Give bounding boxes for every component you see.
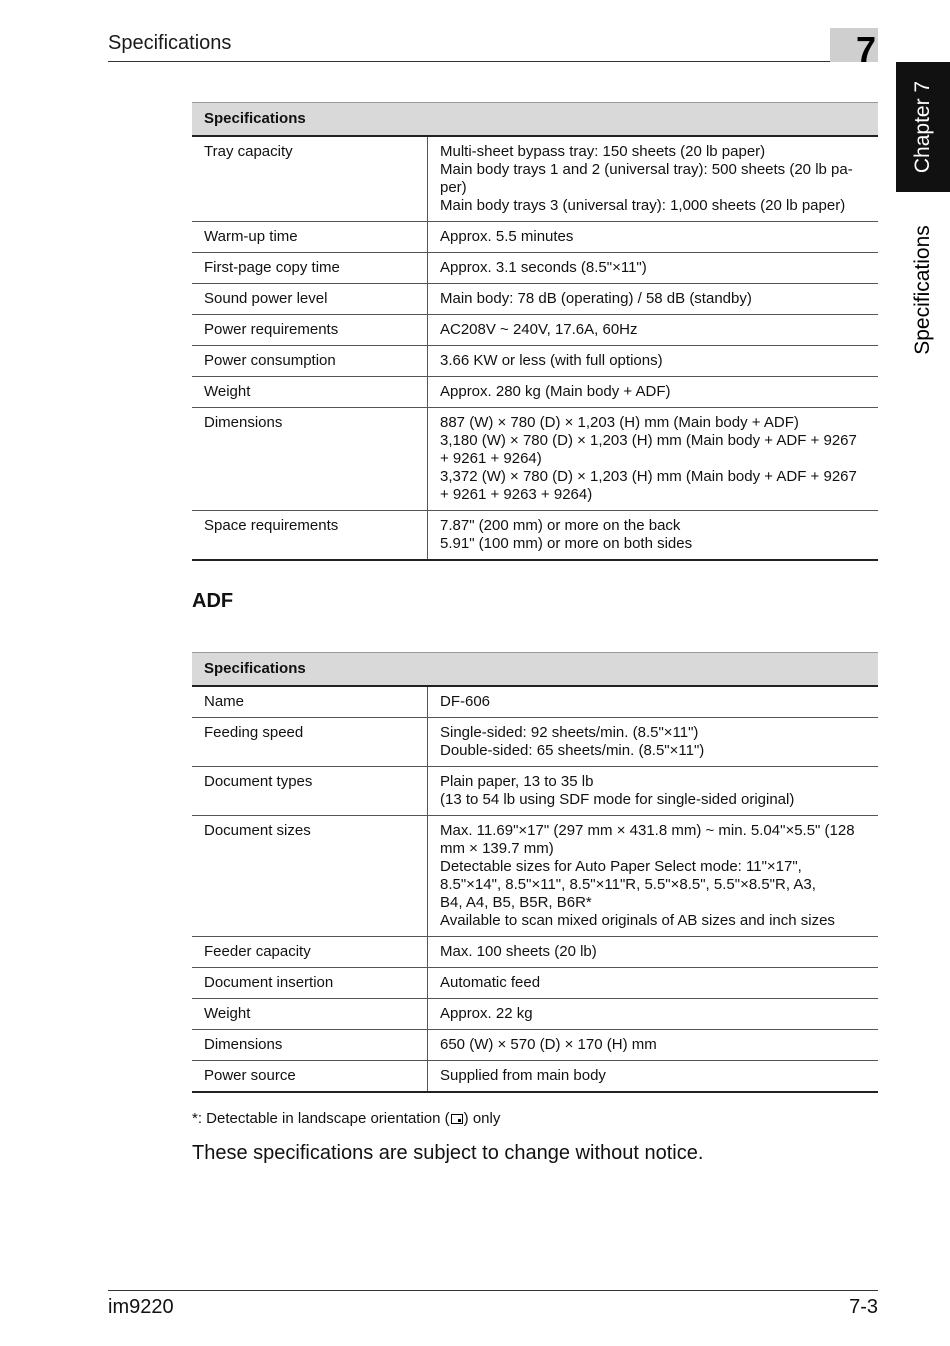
spec-label: Feeder capacity [192,937,428,968]
footnote-prefix: *: Detectable in landscape orientation ( [192,1110,450,1127]
footnote [192,1110,500,1127]
spec-label: Sound power level [192,284,428,315]
spec-value [428,315,879,346]
spec-value-line: Approx. 5.5 minutes [440,228,574,245]
table-row [192,346,878,377]
table-row [192,284,878,315]
spec-value [428,284,879,315]
spec-value-line: AC208V ~ 240V, 17.6A, 60Hz [440,321,638,338]
spec-label: First-page copy time [192,253,428,284]
table-header: Specifications [192,103,878,137]
spec-label: Warm-up time [192,222,428,253]
side-tab-chapter-label: Chapter 7 [911,80,934,174]
table-row [192,315,878,346]
spec-value [428,222,879,253]
spec-value [428,937,879,968]
table-row [192,511,878,561]
spec-value [428,686,879,718]
table-header-row [192,653,878,687]
spec-label: Document sizes [192,816,428,937]
spec-label: Dimensions [192,1030,428,1061]
spec-value-line: Approx. 3.1 seconds (8.5"×11") [440,259,647,276]
main-spec-table [192,102,878,561]
spec-value [428,253,879,284]
spec-value-line: 7.87" (200 mm) or more on the back [440,517,681,534]
spec-value-line: Available to scan mixed originals of AB sizes and inch sizes [440,912,835,929]
table-row [192,408,878,511]
table-row [192,767,878,816]
spec-value-line: 887 (W) × 780 (D) × 1,203 (H) mm (Main body + ADF) [440,414,799,431]
spec-value [428,767,879,816]
spec-value-line: Max. 11.69"×17" (297 mm × 431.8 mm) ~ min. 5.04"×5.5" (128 [440,822,855,839]
spec-value-line: + 9261 + 9264) [440,450,542,467]
spec-value-line: Double-sided: 65 sheets/min. (8.5"×11") [440,742,705,759]
spec-value-line: mm × 139.7 mm) [440,840,554,857]
change-notice: These specifications are subject to change without notice. [192,1142,704,1164]
table-row [192,253,878,284]
spec-value-line: Plain paper, 13 to 35 lb [440,773,594,790]
spec-value-line: 650 (W) × 570 (D) × 170 (H) mm [440,1036,657,1053]
adf-spec-table [192,652,878,1093]
spec-value-line: Main body trays 1 and 2 (universal tray): 500 sheets (20 lb pa- [440,161,853,178]
chapter-number: 7 [855,29,876,70]
side-tab-section-label: Specifications [911,225,934,355]
spec-value-line: 3.66 KW or less (with full options) [440,352,663,369]
spec-value [428,816,879,937]
footnote-suffix: ) only [463,1110,501,1127]
spec-value-line: 5.91" (100 mm) or more on both sides [440,535,693,552]
spec-value-line: Max. 100 sheets (20 lb) [440,943,597,960]
table-row [192,377,878,408]
table-row [192,1061,878,1093]
spec-value-line: B4, A4, B5, B5R, B6R* [440,894,592,911]
spec-value-line: + 9261 + 9263 + 9264) [440,486,593,503]
table-row [192,222,878,253]
table-row [192,816,878,937]
spec-label: Document insertion [192,968,428,999]
spec-label: Name [192,686,428,718]
spec-label: Dimensions [192,408,428,511]
side-tab-chapter [896,62,950,192]
table-row [192,968,878,999]
spec-label: Weight [192,999,428,1030]
adf-heading: ADF [192,590,234,612]
spec-value-line: Automatic feed [440,974,541,991]
table-header: Specifications [192,653,878,687]
table-row [192,999,878,1030]
spec-value-line: Main body: 78 dB (operating) / 58 dB (standby) [440,290,752,307]
spec-value [428,511,879,561]
spec-value-line: Main body trays 3 (universal tray): 1,000 sheets (20 lb paper) [440,197,846,214]
spec-value-line: Detectable sizes for Auto Paper Select mode: 11"×17", [440,858,802,875]
spec-value-line: DF-606 [440,693,491,710]
spec-value [428,718,879,767]
spec-value [428,408,879,511]
table-row [192,136,878,222]
spec-value-line: Approx. 22 kg [440,1005,533,1022]
spec-label: Document types [192,767,428,816]
spec-value-line: Supplied from main body [440,1067,606,1084]
spec-label: Feeding speed [192,718,428,767]
table-row [192,1030,878,1061]
spec-value [428,1061,879,1093]
table-row [192,937,878,968]
spec-value [428,377,879,408]
spec-value-line: 8.5"×14", 8.5"×11", 8.5"×11"R, 5.5"×8.5", 5.5"×8.5"R, A3, [440,876,816,893]
spec-value [428,346,879,377]
spec-value [428,136,879,222]
table-row [192,718,878,767]
spec-label: Space requirements [192,511,428,561]
spec-label: Weight [192,377,428,408]
side-tab-section [896,200,950,380]
spec-label: Power source [192,1061,428,1093]
table-header-row [192,103,878,137]
spec-value-line: per) [440,179,467,196]
spec-value-line: Single-sided: 92 sheets/min. (8.5"×11") [440,724,699,741]
spec-value [428,999,879,1030]
header-rule [108,61,878,62]
footer-rule [108,1290,878,1291]
spec-value-line: (13 to 54 lb using SDF mode for single-sided original) [440,791,795,808]
chapter-number-box [830,28,878,70]
spec-value [428,1030,879,1061]
table-row [192,686,878,718]
footer-model: im9220 [108,1296,174,1318]
spec-label: Power consumption [192,346,428,377]
footer-page-number: 7-3 [849,1296,878,1318]
spec-value-line: 3,180 (W) × 780 (D) × 1,203 (H) mm (Main body + ADF + 9267 [440,432,857,449]
spec-value-line: Approx. 280 kg (Main body + ADF) [440,383,671,400]
spec-value [428,968,879,999]
spec-label: Tray capacity [192,136,428,222]
spec-value-line: Multi-sheet bypass tray: 150 sheets (20 lb paper) [440,143,766,160]
landscape-orientation-icon [451,1114,463,1124]
spec-label: Power requirements [192,315,428,346]
page-header-title: Specifications [108,32,232,54]
spec-value-line: 3,372 (W) × 780 (D) × 1,203 (H) mm (Main body + ADF + 9267 [440,468,857,485]
